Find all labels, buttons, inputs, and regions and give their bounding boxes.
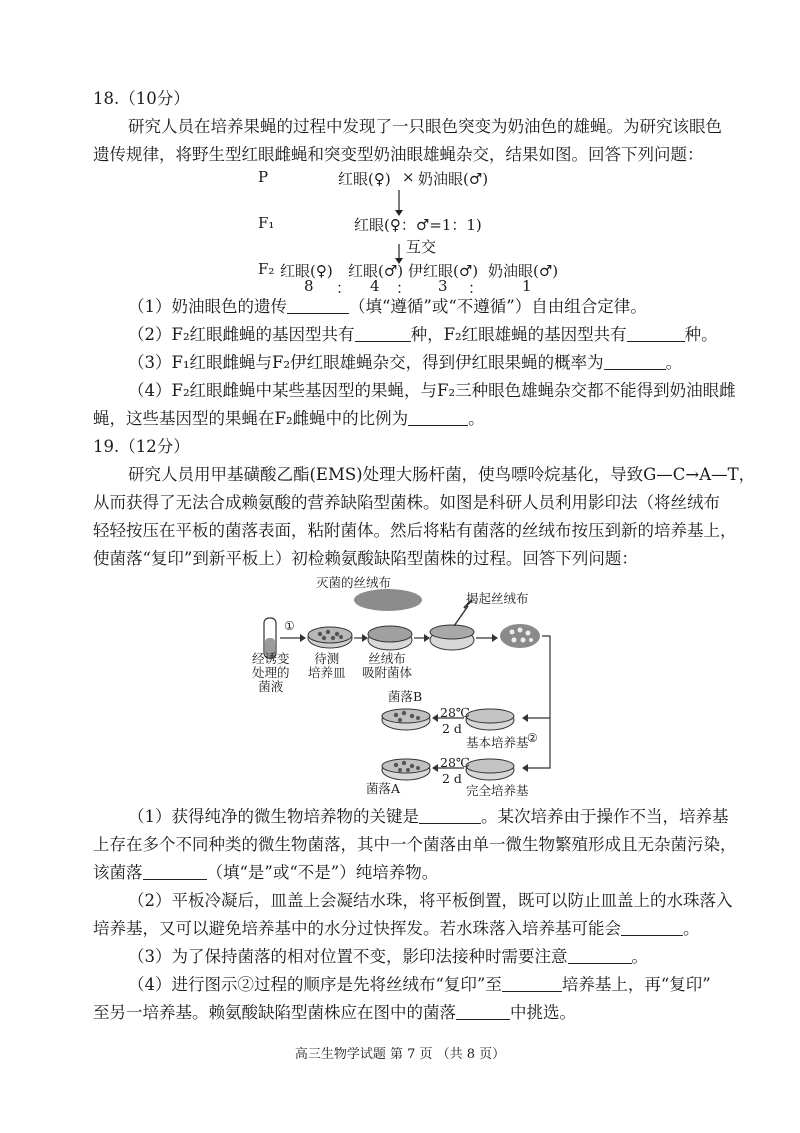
q19-sub4-line1 xyxy=(128,974,711,996)
q18-sub2-text: 种。 xyxy=(684,325,718,344)
cross-f2-item: 伊红眼(♂) xyxy=(408,262,479,280)
q19-sub4-text: （4）进行图示②过程的顺序是先将丝绒布“复印”至 xyxy=(128,975,502,994)
q19-sub3-text: （3）为了保持菌落的相对位置不变，影印法接种时需要注意 xyxy=(128,947,568,966)
q18-sub1-text: （填“遵循”或“不遵循”）自由组合定律。 xyxy=(349,297,647,316)
q18-sub4-line2 xyxy=(93,408,485,430)
answer-blank[interactable] xyxy=(456,1003,510,1020)
tube-label-line: 经诱变 xyxy=(252,651,290,666)
q19-sub2-line1: （2）平板冷凝后，皿盖上会凝结水珠，将平板倒置，既可以防止皿盖上的水珠落入 xyxy=(128,891,733,910)
cross-f2-item: 红眼(♂) xyxy=(348,262,404,280)
q19-sub1-text: （1）获得纯净的微生物培养物的关键是 xyxy=(128,807,419,826)
cross-p-label: P xyxy=(258,168,269,186)
answer-blank[interactable] xyxy=(408,409,468,426)
tube-label-line: 菌液 xyxy=(258,679,284,694)
cross-f2-ratio: 8 xyxy=(304,277,314,295)
q19-intro-line3: 轻轻按压在平板的菌落表面，粘附菌体。然后将粘有菌落的丝绒布按压到新的培养基上， xyxy=(93,521,737,540)
colony-b-plate xyxy=(382,709,430,730)
cross-f2-ratio: 3 xyxy=(438,277,448,295)
q18-sub4-line1: （4）F₂红眼雌蝇中某些基因型的果蝇，与F₂三种眼色雄蝇杂交都不能得到奶油眼雌 xyxy=(128,381,736,400)
basic-medium-plate xyxy=(466,709,514,730)
velvet-cloth xyxy=(354,589,422,611)
velvet-adsorb-line: 丝绒布 xyxy=(368,651,406,666)
q19-sub2-text: 培养基，又可以避免培养基中的水分过快挥发。若水珠落入培养基可能会 xyxy=(93,919,621,938)
complete-medium-plate xyxy=(466,759,514,780)
q19-sub4-text: 至另一培养基。赖氨酸缺陷型菌株应在图中的菌落 xyxy=(93,1003,456,1022)
q19-sub3 xyxy=(128,946,648,968)
colony-b-label: 菌落B xyxy=(388,689,423,704)
step2-marker: ② xyxy=(527,731,538,745)
q18-sub4-text: 蝇，这些基因型的果蝇在F₂雌蝇中的比例为 xyxy=(93,409,409,428)
q18-intro-line1: 研究人员在培养果蝇的过程中发现了一只眼色突变为奶油色的雄蝇。为研究该眼色 xyxy=(128,117,722,136)
time-label: 2 d xyxy=(442,771,462,786)
answer-blank[interactable] xyxy=(419,807,481,824)
cross-p-female: 红眼(♀) xyxy=(338,170,391,188)
q18-sub2-text: 种，F₂红眼雄蝇的基因型共有 xyxy=(410,325,627,344)
cross-f1-label: F₁ xyxy=(258,214,275,232)
answer-blank[interactable] xyxy=(627,325,685,342)
velvet-with-colonies xyxy=(500,624,540,648)
q19-sub4-text: 培养基上，再“复印” xyxy=(561,975,711,994)
dish-label-line: 培养皿 xyxy=(308,665,346,680)
answer-blank[interactable] xyxy=(568,947,632,964)
complete-medium-label: 完全培养基 xyxy=(466,783,529,798)
temp-label: 28℃ xyxy=(440,705,470,720)
q19-sub1-text: 。某次培养由于操作不当，培养基 xyxy=(481,807,729,826)
velvet-lift-plate xyxy=(430,600,474,650)
q19-sub1-text: 该菌落 xyxy=(93,863,143,882)
q18-sub3 xyxy=(128,352,682,374)
tube-label-line: 处理的 xyxy=(252,665,290,680)
answer-blank[interactable] xyxy=(143,863,207,880)
page-footer: 高三生物学试题 第 7 页 （共 8 页） xyxy=(294,1047,506,1062)
cross-f2-ratio: ： xyxy=(336,279,352,297)
q19-sub2-line2 xyxy=(93,918,700,940)
cross-f2-item: 红眼(♀) xyxy=(280,262,333,280)
q19-intro-line2: 从而获得了无法合成赖氨酸的营养缺陷型菌株。如图是科研人员利用影印法（将丝绒布 xyxy=(93,493,720,512)
q19-sub1-text: （填“是”或“不是”）纯培养物。 xyxy=(206,863,439,882)
cross-p-male: 奶油眼(♂) xyxy=(418,170,489,188)
q19-sub1-line1 xyxy=(128,806,729,828)
cross-f1-mating: 互交 xyxy=(406,238,437,256)
q19-sub1-line2: 上存在多个不同种类的微生物菌落，其中一个菌落由单一微生物繁殖形成且无杂菌污染， xyxy=(93,835,737,854)
step1-marker: ① xyxy=(284,619,295,633)
cross-f2-ratio: ： xyxy=(396,279,412,297)
answer-blank[interactable] xyxy=(604,353,666,370)
cross-p-times: × xyxy=(402,168,415,186)
colony-a-label: 菌落A xyxy=(366,781,401,796)
q18-header: 18.（10分） xyxy=(93,89,190,108)
time-label: 2 d xyxy=(442,721,462,736)
velvet-adsorb-line: 吸附菌体 xyxy=(362,665,413,680)
q19-sub4-text: 中挑选。 xyxy=(510,1003,576,1022)
q19-sub1-line3 xyxy=(93,862,438,884)
q18-sub2 xyxy=(128,324,718,346)
cross-f2-ratio: ： xyxy=(468,279,484,297)
answer-blank[interactable] xyxy=(355,325,411,342)
cross-f2-item: 奶油眼(♂) xyxy=(488,262,559,280)
cross-f2-ratio: 4 xyxy=(370,277,380,295)
cross-f2-ratio: 1 xyxy=(522,277,532,295)
q18-sub2-text: （2）F₂红眼雌蝇的基因型共有 xyxy=(128,325,355,344)
q19-sub4-line2 xyxy=(93,1002,576,1024)
q19-header: 19.（12分） xyxy=(93,437,190,456)
q18-intro-line2: 遗传规律，将野生型红眼雌蝇和突变型奶油眼雄蝇杂交，结果如图。回答下列问题： xyxy=(93,145,704,164)
tube-label xyxy=(252,652,290,694)
dish-label-line: 待测 xyxy=(314,651,340,666)
dish-label xyxy=(308,652,346,680)
q19-sub3-text: 。 xyxy=(631,947,648,966)
velvet-label: 灭菌的丝绒布 xyxy=(316,575,392,590)
q18-sub3-text: （3）F₁红眼雌蝇与F₂伊红眼雄蝇杂交，得到伊红眼果蝇的概率为 xyxy=(128,353,604,372)
colony-a-plate xyxy=(382,759,430,780)
q18-sub4-text: 。 xyxy=(468,409,485,428)
q18-sub1-text: （1）奶油眼色的遗传 xyxy=(128,297,287,316)
cross-f2-label: F₂ xyxy=(258,260,275,278)
q19-intro-line1: 研究人员用甲基磺酸乙酯(EMS)处理大肠杆菌，使鸟嘌呤烷基化，导致G—C→A—T， xyxy=(128,465,756,484)
cross-f1-text: 红眼(♀：♂=1：1) xyxy=(354,216,482,234)
q19-intro-line4: 使菌落“复印”到新平板上）初检赖氨酸缺陷型菌株的过程。回答下列问题： xyxy=(93,549,638,568)
q19-sub2-text: 。 xyxy=(683,919,700,938)
basic-medium-label: 基本培养基 xyxy=(466,735,529,750)
answer-blank[interactable] xyxy=(502,975,562,992)
q18-sub3-text: 。 xyxy=(665,353,683,372)
q18-sub1 xyxy=(128,296,647,318)
velvet-adsorb-label xyxy=(362,652,412,680)
velvet-pressed-plate xyxy=(368,626,412,650)
lift-label: 揭起丝绒布 xyxy=(466,591,529,606)
temp-label: 28℃ xyxy=(440,755,470,770)
test-plate xyxy=(308,627,352,648)
answer-blank[interactable] xyxy=(287,297,349,314)
answer-blank[interactable] xyxy=(621,919,683,936)
